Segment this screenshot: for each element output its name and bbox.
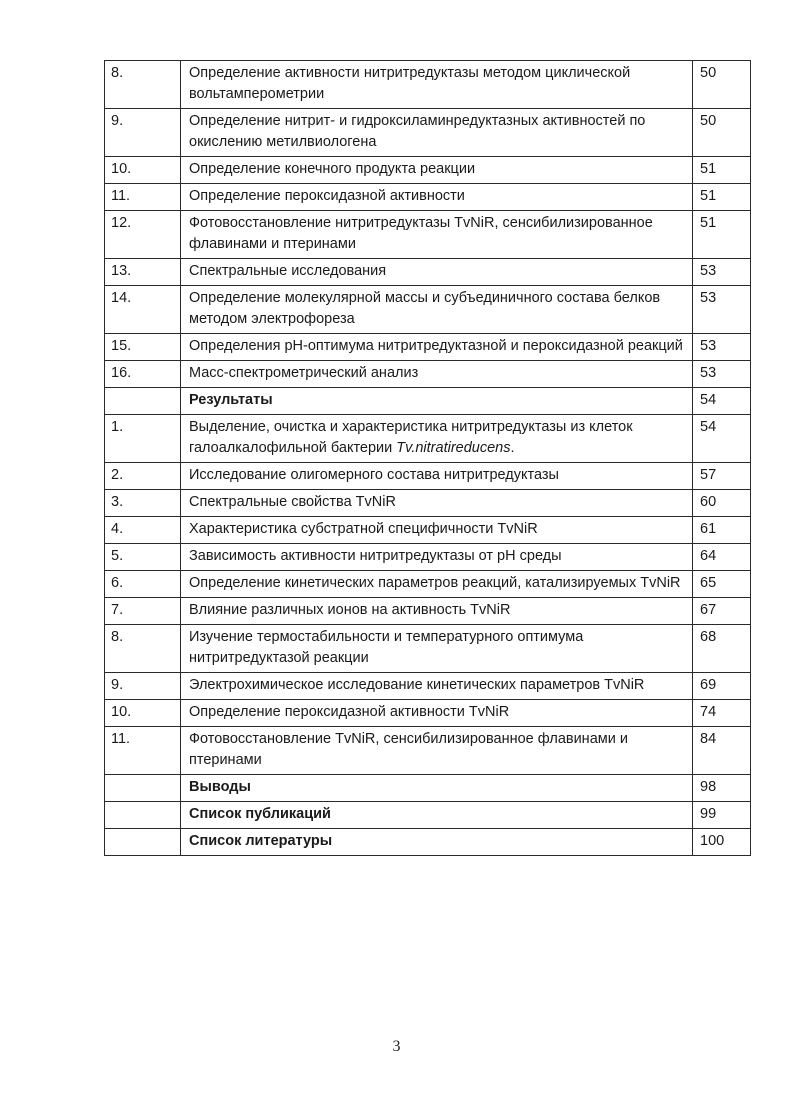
toc-row-page: 100	[693, 829, 751, 856]
toc-row	[105, 415, 751, 463]
toc-row-title: Масс-спектрометрический анализ	[181, 361, 693, 388]
toc-row-number: 8.	[105, 61, 181, 109]
toc-row	[105, 700, 751, 727]
toc-row-page: 50	[693, 61, 751, 109]
toc-row-number: 11.	[105, 184, 181, 211]
toc-row-title: Определение пероксидазной активности TvNiR	[181, 700, 693, 727]
toc-row-number: 10.	[105, 157, 181, 184]
toc-row-number: 8.	[105, 625, 181, 673]
toc-row-title-text: Выделение, очистка и характеристика нитритредуктазы из клеток галоалкалофильной бактерии	[189, 419, 633, 456]
toc-row-title: Электрохимическое исследование кинетических параметров TvNiR	[181, 673, 693, 700]
toc-row-number: 9.	[105, 109, 181, 157]
toc-row	[105, 727, 751, 775]
toc-row-page: 54	[693, 415, 751, 463]
toc-row-page: 98	[693, 775, 751, 802]
toc-row-title: Определение пероксидазной активности	[181, 184, 693, 211]
toc-row-title: Определение кинетических параметров реакций, катализируемых TvNiR	[181, 571, 693, 598]
toc-row	[105, 544, 751, 571]
toc-row	[105, 286, 751, 334]
toc-row-page: 74	[693, 700, 751, 727]
toc-row-number: 5.	[105, 544, 181, 571]
toc-row-title: Определение молекулярной массы и субъединичного состава белков методом электрофореза	[181, 286, 693, 334]
toc-row-title: Фотовосстановление нитритредуктазы TvNiR, сенсибилизированное флавинами и птеринами	[181, 211, 693, 259]
toc-row	[105, 109, 751, 157]
toc-row	[105, 571, 751, 598]
toc-section-title: Список литературы	[181, 829, 693, 856]
toc-row-page: 53	[693, 259, 751, 286]
toc-row	[105, 157, 751, 184]
toc-row-page: 54	[693, 388, 751, 415]
toc-row-title: Спектральные свойства TvNiR	[181, 490, 693, 517]
toc-section-title: Результаты	[181, 388, 693, 415]
toc-row-number: 13.	[105, 259, 181, 286]
page-number: 3	[392, 1038, 401, 1055]
toc-row-number: 10.	[105, 700, 181, 727]
toc-row	[105, 598, 751, 625]
toc-row-number	[105, 775, 181, 802]
toc-row-page: 53	[693, 361, 751, 388]
toc-section-row	[105, 829, 751, 856]
toc-row-title: Определение нитрит- и гидроксиламинредуктазных активностей по окислению метилвиологена	[181, 109, 693, 157]
toc-row-number: 16.	[105, 361, 181, 388]
toc-row-page: 53	[693, 334, 751, 361]
toc-row-number: 2.	[105, 463, 181, 490]
toc-row	[105, 61, 751, 109]
toc-row-page: 61	[693, 517, 751, 544]
toc-row-title: Определения pH-оптимума нитритредуктазной и пероксидазной реакций	[181, 334, 693, 361]
toc-row-page: 99	[693, 802, 751, 829]
toc-row-page: 57	[693, 463, 751, 490]
table-of-contents	[104, 60, 751, 856]
toc-row-number: 4.	[105, 517, 181, 544]
toc-row-title: Зависимость активности нитритредуктазы от pH среды	[181, 544, 693, 571]
toc-row-page: 50	[693, 109, 751, 157]
toc-row-page: 53	[693, 286, 751, 334]
toc-section-row	[105, 802, 751, 829]
toc-row	[105, 184, 751, 211]
toc-row-title-tail: .	[510, 440, 515, 456]
toc-section-title: Список публикаций	[181, 802, 693, 829]
toc-row-page: 64	[693, 544, 751, 571]
toc-row	[105, 673, 751, 700]
toc-row-number: 9.	[105, 673, 181, 700]
toc-row-page: 69	[693, 673, 751, 700]
toc-row-page: 67	[693, 598, 751, 625]
toc-row-number: 15.	[105, 334, 181, 361]
toc-row-title: Определение конечного продукта реакции	[181, 157, 693, 184]
toc-section-title: Выводы	[181, 775, 693, 802]
toc-section-row	[105, 388, 751, 415]
toc-row-title: Характеристика субстратной специфичности TvNiR	[181, 517, 693, 544]
toc-row-page: 51	[693, 157, 751, 184]
toc-row-title: Исследование олигомерного состава нитритредуктазы	[181, 463, 693, 490]
toc-row-number: 7.	[105, 598, 181, 625]
toc-row	[105, 211, 751, 259]
toc-row-title: Влияние различных ионов на активность TvNiR	[181, 598, 693, 625]
toc-row-number	[105, 388, 181, 415]
toc-row	[105, 625, 751, 673]
toc-row-page: 84	[693, 727, 751, 775]
toc-row-page: 68	[693, 625, 751, 673]
toc-row-page: 51	[693, 184, 751, 211]
toc-row-title: Определение активности нитритредуктазы методом циклической вольтамперометрии	[181, 61, 693, 109]
toc-row-number: 14.	[105, 286, 181, 334]
toc-row	[105, 259, 751, 286]
toc-row-number	[105, 829, 181, 856]
toc-row-title: Изучение термостабильности и температурного оптимума нитритредуктазой реакции	[181, 625, 693, 673]
toc-row	[105, 361, 751, 388]
toc-row	[105, 463, 751, 490]
toc-row-title: Спектральные исследования	[181, 259, 693, 286]
toc-row-page: 65	[693, 571, 751, 598]
toc-row-page: 60	[693, 490, 751, 517]
toc-row	[105, 517, 751, 544]
toc-row	[105, 490, 751, 517]
toc-row-number: 1.	[105, 415, 181, 463]
toc-row-number: 3.	[105, 490, 181, 517]
toc-row-title-species: Tv.nitratireducens	[396, 440, 511, 456]
toc-row-number: 12.	[105, 211, 181, 259]
toc-section-row	[105, 775, 751, 802]
toc-row-title: Фотовосстановление TvNiR, сенсибилизированное флавинами и птеринами	[181, 727, 693, 775]
toc-row	[105, 334, 751, 361]
toc-row-number: 6.	[105, 571, 181, 598]
toc-row-page: 51	[693, 211, 751, 259]
toc-row-title	[181, 415, 693, 463]
toc-row-number: 11.	[105, 727, 181, 775]
toc-row-number	[105, 802, 181, 829]
